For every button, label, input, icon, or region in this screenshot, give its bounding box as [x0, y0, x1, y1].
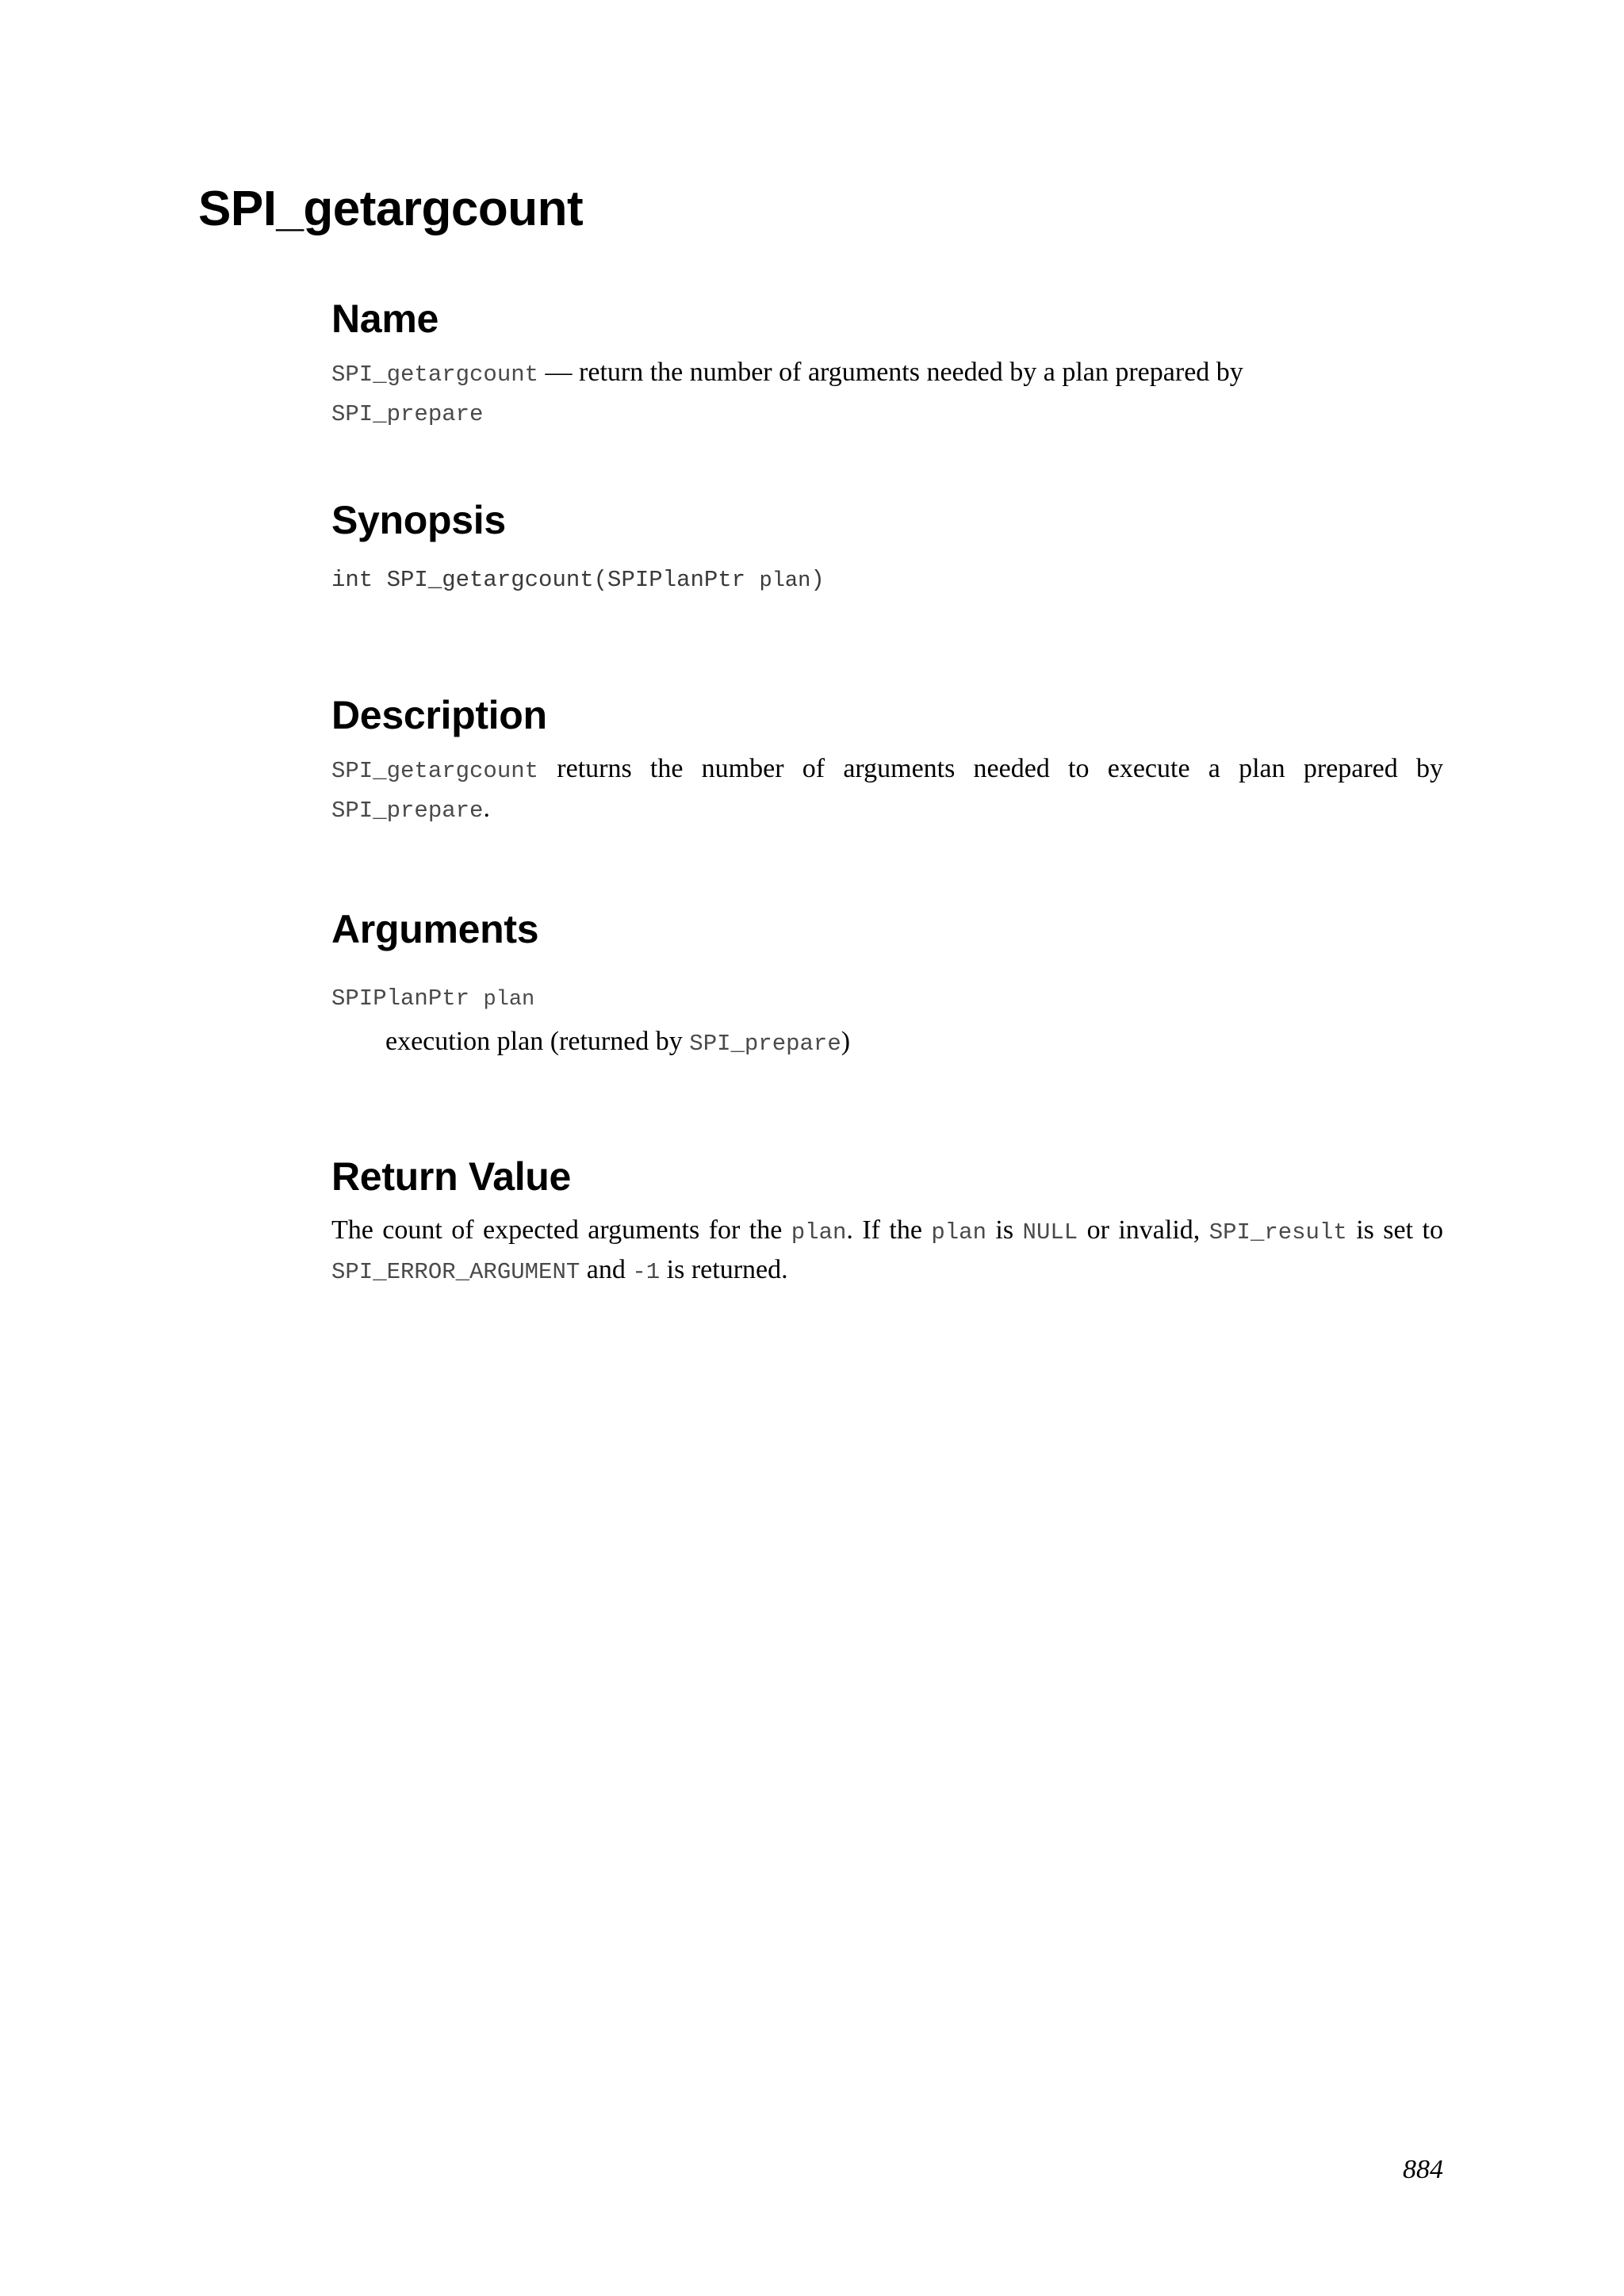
name-section — [331, 297, 1443, 433]
return-code-spi-result: SPI_result — [1208, 1219, 1347, 1246]
arguments-heading: Arguments — [331, 907, 539, 951]
description-heading: Description — [331, 693, 547, 737]
name-description: — return the number of arguments needed by a plan prepared by — [538, 357, 1243, 387]
description-body: returns the number of arguments needed to execute a plan prepared by — [538, 753, 1443, 783]
synopsis-heading: Synopsis — [331, 498, 506, 542]
return-text-2: . If the — [846, 1215, 932, 1245]
return-code-error-argument: SPI_ERROR_ARGUMENT — [331, 1258, 580, 1285]
return-text-3: is — [986, 1215, 1023, 1245]
arguments-section — [331, 907, 1443, 1062]
description-section — [331, 693, 1443, 829]
return-code-plan-1: plan — [791, 1219, 847, 1246]
synopsis-code — [331, 561, 1443, 600]
page-title: SPI_getargcount — [198, 182, 584, 236]
argument-term — [331, 980, 1443, 1020]
description-prepare: SPI_prepare — [331, 797, 484, 824]
synopsis-section — [331, 498, 1443, 600]
name-heading: Name — [331, 297, 439, 341]
description-function: SPI_getargcount — [331, 757, 539, 784]
return-code-null: NULL — [1022, 1219, 1078, 1246]
argument-def-text: execution plan (returned by — [385, 1026, 690, 1056]
argument-def-code: SPI_prepare — [689, 1030, 841, 1057]
description-text — [331, 750, 1443, 829]
description-end: . — [483, 793, 490, 823]
name-text — [331, 354, 1443, 433]
synopsis-prefix: int SPI_getargcount(SPIPlanPtr — [331, 566, 760, 593]
synopsis-suffix: ) — [810, 566, 825, 593]
return-text-7: is returned. — [660, 1254, 788, 1284]
return-code-plan-2: plan — [931, 1219, 986, 1246]
page-number: 884 — [1403, 2155, 1443, 2184]
return-text-1: The count of expected arguments for the — [331, 1215, 791, 1245]
argument-definition — [385, 1023, 1443, 1062]
function-name: SPI_getargcount — [331, 361, 539, 388]
argument-type: SPIPlanPtr — [331, 985, 484, 1012]
argument-def-end: ) — [841, 1026, 851, 1056]
return-text-6: and — [580, 1254, 633, 1284]
return-value-heading: Return Value — [331, 1154, 572, 1199]
return-text-4: or invalid, — [1078, 1215, 1209, 1245]
return-code-minus-one: -1 — [632, 1258, 661, 1285]
prepare-reference: SPI_prepare — [331, 400, 484, 427]
return-text-5: is set to — [1346, 1215, 1443, 1245]
argument-name: plan — [483, 987, 535, 1012]
return-value-text — [331, 1211, 1443, 1291]
synopsis-param: plan — [759, 568, 811, 593]
return-value-section — [331, 1154, 1443, 1291]
